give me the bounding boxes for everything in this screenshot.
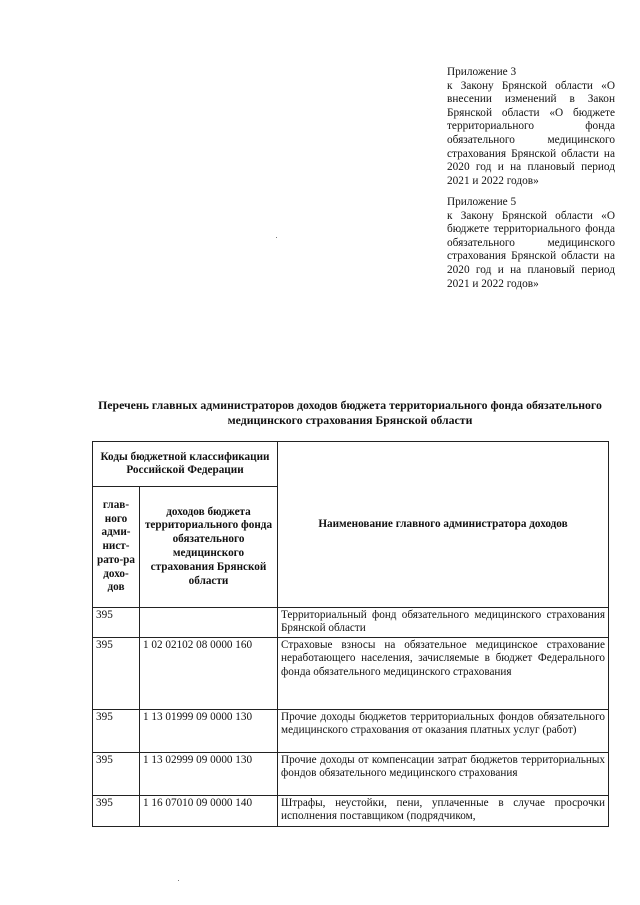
table-row xyxy=(93,753,609,796)
cell-income-code xyxy=(140,608,278,638)
cell-administrator-name: Прочие доходы бюджетов территориальных фондов обязательного медицинского страхования от оказания платных услуг (работ) xyxy=(278,710,609,753)
cell-administrator-name: Прочие доходы от компенсации затрат бюджетов территориальных фондов обязательного медицинского страхования xyxy=(278,753,609,796)
cell-admin-code: 395 xyxy=(93,638,140,710)
appendix-3-block xyxy=(447,66,615,188)
header-fund-income: доходов бюджета территориального фонда обязательного медицинского страхования Брянской области xyxy=(140,487,278,608)
header-administrator-name: Наименование главного администратора доходов xyxy=(278,442,609,608)
cell-income-code: 1 16 07010 09 0000 140 xyxy=(140,796,278,827)
cell-income-code: 1 02 02102 08 0000 160 xyxy=(140,638,278,710)
scan-speck xyxy=(276,237,277,238)
cell-administrator-name: Территориальный фонд обязательного медицинского страхования Брянской области xyxy=(278,608,609,638)
administrators-table xyxy=(92,441,609,827)
cell-income-code: 1 13 02999 09 0000 130 xyxy=(140,753,278,796)
appendix-5-text: к Закону Брянской области «О бюджете территориального фонда обязательного медицинского страхования Брянской области на 2020 год и на плановый период 2021 и 2022 годов» xyxy=(447,209,615,290)
document-title: Перечень главных администраторов доходов бюджета территориального фонда обязательного медицинского страхования Брянской области xyxy=(98,398,602,427)
cell-income-code: 1 13 01999 09 0000 130 xyxy=(140,710,278,753)
cell-admin-code: 395 xyxy=(93,796,140,827)
appendix-5-block xyxy=(447,196,615,291)
cell-admin-code: 395 xyxy=(93,710,140,753)
table-row xyxy=(93,796,609,827)
appendix-3-heading: Приложение 3 xyxy=(447,66,517,78)
table-row xyxy=(93,608,609,638)
scan-speck xyxy=(178,880,179,881)
table-row xyxy=(93,710,609,753)
appendix-3-text: к Закону Брянской области «О внесении изменений в Закон Брянской области «О бюджете территориального фонда обязательного медицинского страхования Брянской области на 2020 год и на плановый период 2021 и 2022 годов» xyxy=(447,79,615,187)
table-row xyxy=(93,638,609,710)
cell-admin-code: 395 xyxy=(93,608,140,638)
cell-administrator-name-text: Штрафы, неустойки, пени, уплаченные в случае просрочки исполнения поставщиком (подрядчиком, xyxy=(281,797,605,823)
header-budget-codes: Коды бюджетной классификации Российской Федерации xyxy=(93,442,278,487)
header-chief-administrator: глав-ного адми-нист-рато-ра дохо-дов xyxy=(93,487,140,608)
cell-administrator-name xyxy=(278,796,609,827)
cell-administrator-name: Страховые взносы на обязательное медицинское страхование неработающего населения, зачисляемые в бюджет Федерального фонда обязательного медицинского страхования xyxy=(278,638,609,710)
appendix-5-heading: Приложение 5 xyxy=(447,196,517,208)
cell-admin-code: 395 xyxy=(93,753,140,796)
